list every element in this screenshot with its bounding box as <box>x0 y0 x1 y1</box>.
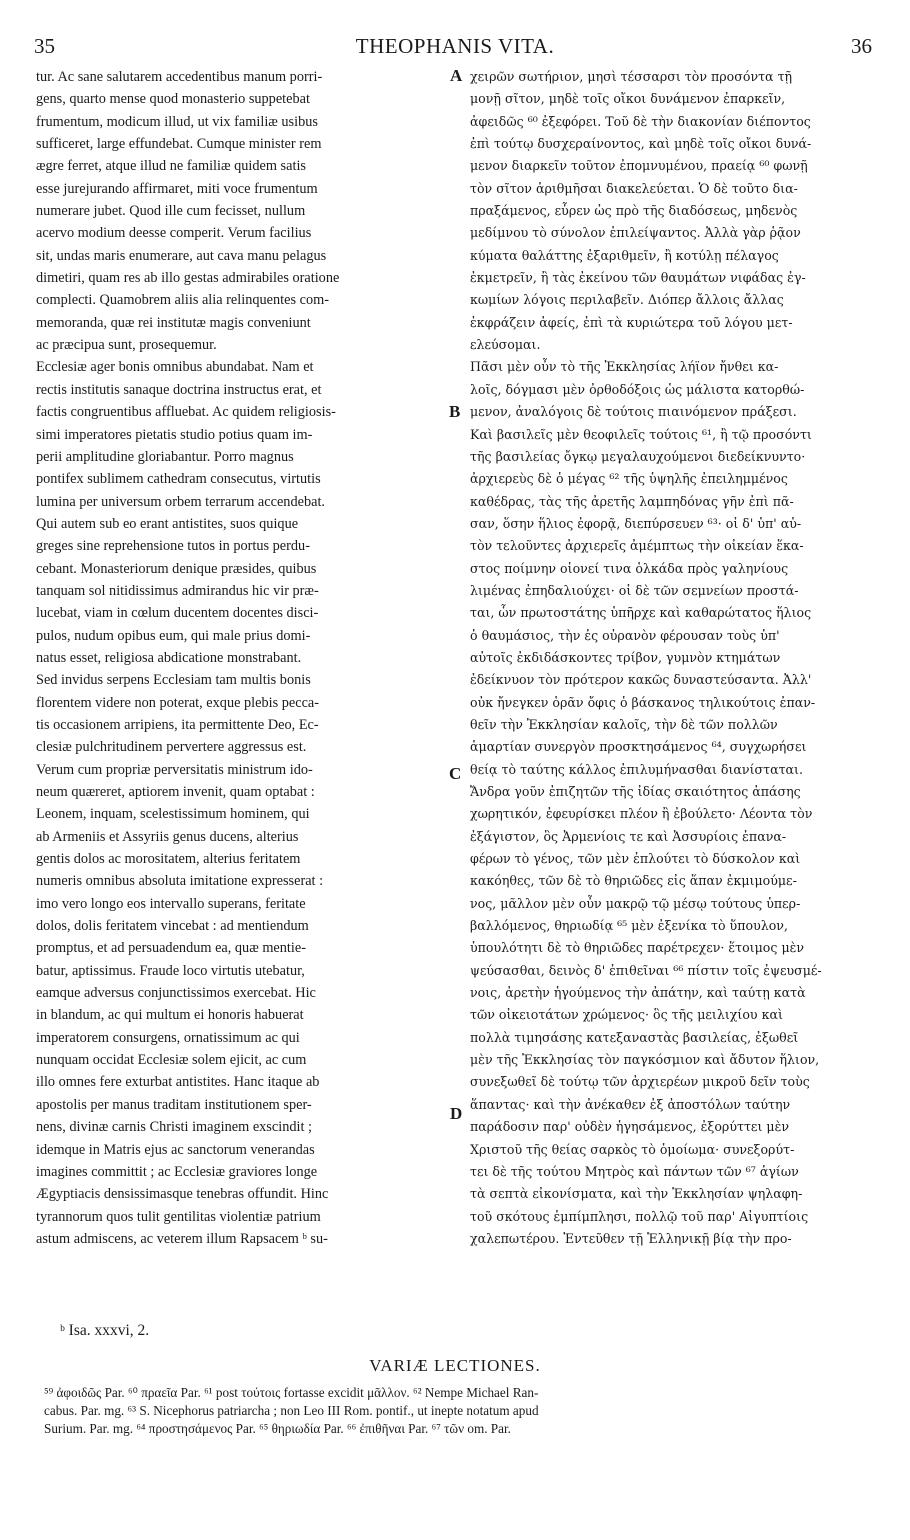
latin-text-line: Sed invidus serpens Ecclesiam tam multis bonis <box>36 672 311 689</box>
greek-text-line: συνεξωθεῖ δὲ τούτῳ τῶν ἀρχιερέων μικροῦ δεῖν τοὺς <box>470 1074 810 1090</box>
greek-text-line: παράδοσιν παρ' οὐδὲν ἡγησάμενος, ἐξορύττει μὲν <box>470 1119 789 1135</box>
latin-text-line: complecti. Quamobrem aliis alia relinquentes com- <box>36 292 329 309</box>
latin-text-line: frumentum, modicum illud, ut vix familiæ usibus <box>36 113 318 130</box>
latin-text-line: tyrannorum quos tulit gentilitas violentiæ patrium <box>36 1208 321 1225</box>
greek-text-line: τὸν τελοῦντες ἀρχιερεῖς ἀμέμπτως τὴν οἰκείαν ἕκα- <box>470 538 804 554</box>
latin-text-line: florentem videre non poterat, exque plebis pecca- <box>36 694 320 711</box>
latin-text-line: astum admiscens, ac veterem illum Rapsacem ᵇ su- <box>36 1230 328 1247</box>
greek-text-line: ἁμαρτίαν συνεργὸν προσκτησάμενος ⁶⁴, συγχωρήσει <box>470 739 807 755</box>
greek-text-line: θείᾳ τὸ ταύτης κάλλος ἐπιλυμήνασθαι διανίσταται. <box>470 761 804 777</box>
variant-note-line: cabus. Par. mg. ⁶³ S. Nicephorus patriarcha ; non Leo III Rom. pontif., ut inepte notatum apud <box>44 1403 539 1418</box>
greek-text-line: θεῖν τὴν Ἐκκλησίαν καλοῖς, τὴν δὲ τῶν πολλῶν <box>470 716 778 732</box>
latin-text-line: batur, aptissimus. Fraude loco virtutis utebatur, <box>36 962 305 979</box>
greek-text-line: τὰ σεπτὰ εἰκονίσματα, καὶ τὴν Ἐκκλησίαν ψηλαφη- <box>470 1186 803 1202</box>
latin-text-line: imperatorem consurgens, ornatissimum ac qui <box>36 1029 300 1046</box>
running-head <box>0 34 910 60</box>
greek-text-line: μενον διαρκεῖν τοῦτον ἐπομνυμένου, πραείᾳ ⁶⁰ φωνῇ <box>470 158 808 174</box>
greek-text-line: μεδίμνου τὸ σύνολον ἐπιλείψαντος. Ἀλλὰ γὰρ ῥᾷον <box>470 225 801 241</box>
greek-text-line: αὐτοῖς ἐκδιδάσκοντες τρίβον, γυμνὸν κτημάτων <box>470 649 781 665</box>
latin-text-line: in blandum, ac qui multum ei honoris habuerat <box>36 1007 304 1024</box>
latin-text-line: pontifex sublimem cathedram consecutus, virtutis <box>36 471 321 488</box>
latin-text-line: ab Armeniis et Assyriis genus ducens, alterius <box>36 828 299 845</box>
greek-text-line: ψεύσασθαι, δεινὸς δ' ἐπιθεῖναι ⁶⁶ πίστιν τοῖς ἐψευσμέ- <box>470 962 822 978</box>
greek-text-line: νος, μᾶλλον μὲν οὖν μακρῷ τῷ μέσῳ τούτους ὑπερ- <box>470 895 801 911</box>
latin-text-line: sufficeret, large effundebat. Cumque minister rem <box>36 136 322 153</box>
variant-note-line: ⁵⁹ ἀφοιδῶς Par. ⁶⁰ πραεῖα Par. ⁶¹ post τούτοις fortasse excidit μᾶλλον. ⁶² Nempe Michael Ran- <box>44 1385 539 1400</box>
latin-text-line: imagines committit ; ac Ecclesiæ graviores longe <box>36 1163 318 1180</box>
greek-text-line: χαλεπωτέρου. Ἐντεῦθεν τῇ Ἑλληνικῇ βίᾳ τὴν προ- <box>470 1230 792 1246</box>
latin-text-line: tis occasionem arripiens, ita permittente Deo, Ec- <box>36 716 319 733</box>
greek-text-line: ἀρχιερεὺς δὲ ὁ μέγας ⁶² τῆς ὑψηλῆς ἐπειλημμένος <box>470 471 788 487</box>
latin-text-line: promptus, et ad persuadendum ea, quæ mentie- <box>36 940 306 957</box>
latin-text-line: Leonem, inquam, scelestissimum hominem, qui <box>36 806 310 823</box>
latin-text-line: Verum cum propriæ perversitatis ministrum ido- <box>36 761 313 778</box>
latin-text-line: greges sine reprehensione tutos in portus perdu- <box>36 538 310 555</box>
margin-letter-a: A <box>450 66 463 85</box>
greek-text-line: λοῖς, δόγμασι μὲν ὀρθοδόξοις ὡς μάλιστα κατορθώ- <box>470 381 805 397</box>
greek-text-line: στος ποίμνην οἱονεί τινα ὁλκάδα πρὸς γαληνίους <box>470 560 789 576</box>
latin-text-line: pulos, nudum opibus eum, qui male prius domi- <box>36 627 311 644</box>
greek-text-line: ἐκφράζειν ἀφείς, ἐπὶ τὰ κυριώτερα τοῦ λόγου μετ- <box>470 314 793 330</box>
latin-text-line: factis congruentibus affluebat. Ac quidem religiosis- <box>36 404 336 421</box>
latin-text-line: nens, divinæ carnis Christi imaginem exscindit ; <box>36 1119 312 1136</box>
greek-text-line: φέρων τὸ γένος, τῶν μὲν ἐπλούτει τὸ δύσκολον καὶ <box>470 851 801 867</box>
latin-text-line: natus esset, religiosa abdicatione monstrabant. <box>36 649 302 666</box>
greek-text-line: λιμένας ἐπηδαλιούχει· οἱ δὲ τῶν σεμνείων προστά- <box>470 582 799 598</box>
latin-column <box>36 66 444 1250</box>
greek-text-line: τει δὲ τῆς τούτου Μητρὸς καὶ πάντων τῶν ⁶⁷ ἁγίων <box>470 1163 799 1179</box>
latin-text-line: eamque adversus conjunctissimos exercebat. Hic <box>36 985 316 1002</box>
margin-letter-d: D <box>450 1104 463 1123</box>
latin-text-line: idemque in Matris ejus ac sanctorum venerandas <box>36 1141 315 1158</box>
greek-text-line: ἐκμετρεῖν, ἢ τὰς ἐκείνου τῶν θαυμάτων νιφάδας ἐγ- <box>470 270 806 286</box>
latin-text-line: acervo modium deesse comperit. Verum facilius <box>36 225 312 242</box>
latin-text-line: nunquam occidat Ecclesiæ solem ejicit, ac cum <box>36 1052 307 1069</box>
greek-text-line: οὐκ ἤνεγκεν ὁρᾶν ὄφις ὁ βάσκανος τηλικούτοις ἐπαν- <box>470 694 816 710</box>
latin-text-line: dolos, dolis feritatem vincebat : ad mentiendum <box>36 918 309 935</box>
latin-text-line: ægre ferret, atque illud ne familiæ quidem satis <box>36 158 306 175</box>
latin-text-line: perii amplitudine gloriabantur. Porro magnus <box>36 448 294 465</box>
greek-text-line: κύματα θαλάττης ἐξαριθμεῖν, ἢ κοτύλῃ πέλαγος <box>470 247 779 263</box>
greek-text-line: ἅπαντας· καὶ τὴν ἀνέκαθεν ἐξ ἀποστόλων ταύτην <box>470 1096 791 1112</box>
greek-text-line: ελεύσομαι. <box>470 337 541 353</box>
latin-text-line: clesiæ pulchritudinem pervertere aggressus est. <box>36 739 307 756</box>
latin-text-line: esse jurejurando affirmaret, miti voce frumentum <box>36 180 318 197</box>
greek-text-line: ται, ὧν πρωτοστάτης ὑπῆρχε καὶ καθαρώτατος ἥλιος <box>470 605 812 621</box>
latin-text-line: gentis dolos ac morositatem, alterius feritatem <box>36 851 301 868</box>
latin-text-line: lucebat, viam in cœlum ducentem docentes disci- <box>36 605 319 622</box>
latin-text-line: Ecclesiæ ager bonis omnibus abundabat. Nam et <box>36 359 314 376</box>
footnote: ᵇ Isa. xxxvi, 2. <box>60 1322 150 1339</box>
greek-text-line: Καὶ βασιλεῖς μὲν θεοφιλεῖς τούτοις ⁶¹, ἢ τῷ προσόντι <box>470 426 812 442</box>
greek-text-line: σαν, ὅσην ἥλιος ἐφορᾷ, διεπύρσευεν ⁶³· οἱ δ' ὑπ' αὐ- <box>470 515 802 531</box>
latin-text-line: gens, quarto mense quod monasterio suppetebat <box>36 91 310 108</box>
greek-text-line: τῆς βασιλείας ὄγκῳ μεγαλαυχούμενοι διεδείκνυντο· <box>470 448 806 464</box>
latin-text-line: sit, undas maris enumerare, aut cava manu pelagus <box>36 247 327 264</box>
greek-text-line: πολλὰ τιμησάσης κατεξαναστὰς βασιλείας, ἐξωθεῖ <box>470 1029 799 1045</box>
greek-text-line: κακόηθες, τῶν δὲ τὸ θηριῶδες εἰς ἅπαν ἐκμιμούμε- <box>470 873 797 889</box>
variae-lectiones-notes <box>44 1384 884 1438</box>
greek-column <box>470 66 876 1250</box>
greek-text-line: ὁ θαυμάσιος, τὴν ἐς οὐρανὸν φέρουσαν τοὺς ὑπ' <box>470 627 780 643</box>
greek-text-line: βαλλόμενος, θηριωδίᾳ ⁶⁵ μὲν ἐξενίκα τὸ ὕπουλον, <box>470 918 788 934</box>
greek-text-line: Πᾶσι μὲν οὖν τὸ τῆς Ἐκκλησίας λήϊον ἤνθει κα- <box>470 359 779 375</box>
latin-text-line: lumina per universum orbem terrarum accendebat. <box>36 493 325 510</box>
greek-text-line: κωμίων λόγοις περιλαβεῖν. Διόπερ ἄλλοις ἄλλας <box>470 292 784 308</box>
greek-text-line: ἀφειδῶς ⁶⁰ ἐξεφόρει. Τοῦ δὲ τὴν διακονίαν διέποντος <box>470 113 811 129</box>
greek-text-line: καθέδρας, τὰς τῆς ἀρετῆς λαμπηδόνας γῆν ἐπὶ πᾶ- <box>470 493 794 509</box>
greek-text-line: τὸν σῖτον ἀριθμῆσαι διακελεύεται. Ὁ δὲ τοῦτο δια- <box>470 180 798 196</box>
latin-text-line: neum quæreret, aptiorem invenit, quam optabat : <box>36 784 315 800</box>
margin-letter-b: B <box>449 402 461 421</box>
running-title: THEOPHANIS VITA. <box>355 34 555 58</box>
latin-text-line: cebant. Monasteriorum denique præsides, quibus <box>36 560 317 577</box>
latin-text-line: simi imperatores pietatis studio potius quam im- <box>36 426 313 443</box>
margin-letter-c: C <box>449 764 462 783</box>
variant-note-line: Surium. Par. mg. ⁶⁴ προστησάμενος Par. ⁶⁵ θηριωδία Par. ⁶⁶ ἐπιθῆναι Par. ⁶⁷ τῶν om. Par. <box>44 1421 511 1436</box>
latin-text-line: ac præcipua sunt, prosequemur. <box>36 337 217 354</box>
greek-text-line: μονῇ σῖτον, μηδὲ τοῖς οἴκοι δυνάμενον ἐπαρκεῖν, <box>470 91 786 107</box>
greek-text-line: πραξάμενος, εὗρεν ὡς πρὸ τῆς διαδόσεως, μηδενὸς <box>470 203 798 219</box>
latin-text-line: rectis institutis sanaque doctrina instructus erat, et <box>36 381 322 398</box>
latin-text-line: numerare jubet. Quod ille cum fecisset, nullum <box>36 203 306 220</box>
greek-text-line: χειρῶν σωτήριον, μησὶ τέσσαρσι τὸν προσόντα τῇ <box>470 69 793 84</box>
greek-text-line: ἐδείκνυον τὸν πρότερον κακῶς δυναστεύσαντα. Ἀλλ' <box>470 672 812 688</box>
greek-text-line: τῶν οἰκειοτάτων χρώμενος· ὃς τῆς μειλιχίου καὶ <box>470 1007 783 1023</box>
latin-text-line: Qui autem sub eo erant antistites, suos quique <box>36 515 299 532</box>
latin-text-line: illo omnes fere exturbat antistites. Hanc itaque ab <box>36 1074 320 1091</box>
latin-text-line: memoranda, quæ rei institutæ magis conveniunt <box>36 314 311 331</box>
greek-text-line: τοῦ σκότους ἐμπίμπλησι, πολλῷ τοῦ παρ' Αἰγυπτίοις <box>470 1208 809 1224</box>
latin-text-line: imo vero longo eos intervallo superans, feritate <box>36 895 306 912</box>
latin-text-line: apostolis per manus traditam institutionem sper- <box>36 1096 312 1113</box>
latin-text-line: tur. Ac sane salutarem accedentibus manum porri- <box>36 69 323 85</box>
greek-text-line: νοις, ἀρετὴν ἡγούμενος τὴν ἀπάτην, καὶ ταύτῃ κατὰ <box>470 985 806 1001</box>
latin-text-line: Ægyptiacis densissimasque tenebras offundit. Hinc <box>36 1186 329 1203</box>
greek-text-line: μενον, ἀναλόγοις δὲ τούτοις πιαινόμενον πράξεσι. <box>470 404 797 420</box>
greek-text-line: ἐπὶ τούτῳ δυσχεραίνοντος, καὶ μηδὲ τοῖς οἴκοι δυνά- <box>470 136 812 152</box>
page-number-right: 36 <box>851 34 872 58</box>
variae-lectiones-heading: VARIÆ LECTIONES. <box>369 1356 541 1375</box>
greek-text-line: χωρητικόν, ἐφευρίσκει πλέον ἢ ἐβούλετο· Λέοντα τὸν <box>470 806 813 822</box>
greek-text-line: Χριστοῦ τῆς θείας σαρκὸς τὸ ὁμοίωμα· συνεξορύτ- <box>470 1141 795 1157</box>
latin-text-line: dimetiri, quam res ab illo gestas admirabiles oratione <box>36 270 340 287</box>
greek-text-line: Ἄνδρα γοῦν ἐπιζητῶν τῆς ἰδίας σκαιότητος ἀπάσης <box>470 784 801 799</box>
latin-text-line: tanquam sol nitidissimus admirandus hic vir præ- <box>36 582 319 599</box>
greek-text-line: μὲν τῆς Ἐκκλησίας τὸν παγκόσμιον καὶ ἄδυτον ἥλιον, <box>470 1052 820 1068</box>
greek-text-line: ἐξάγιστον, ὃς Ἀρμενίοις τε καὶ Ἀσσυρίοις ἐπανα- <box>470 828 787 844</box>
greek-text-line: ὑπουλότητι δὲ τὸ θηριῶδες παρέτρεχεν· ἕτοιμος μὲν <box>470 940 805 956</box>
latin-text-line: numeris omnibus absoluta imitatione expresserat : <box>36 873 324 890</box>
page-number-left: 35 <box>34 34 55 58</box>
